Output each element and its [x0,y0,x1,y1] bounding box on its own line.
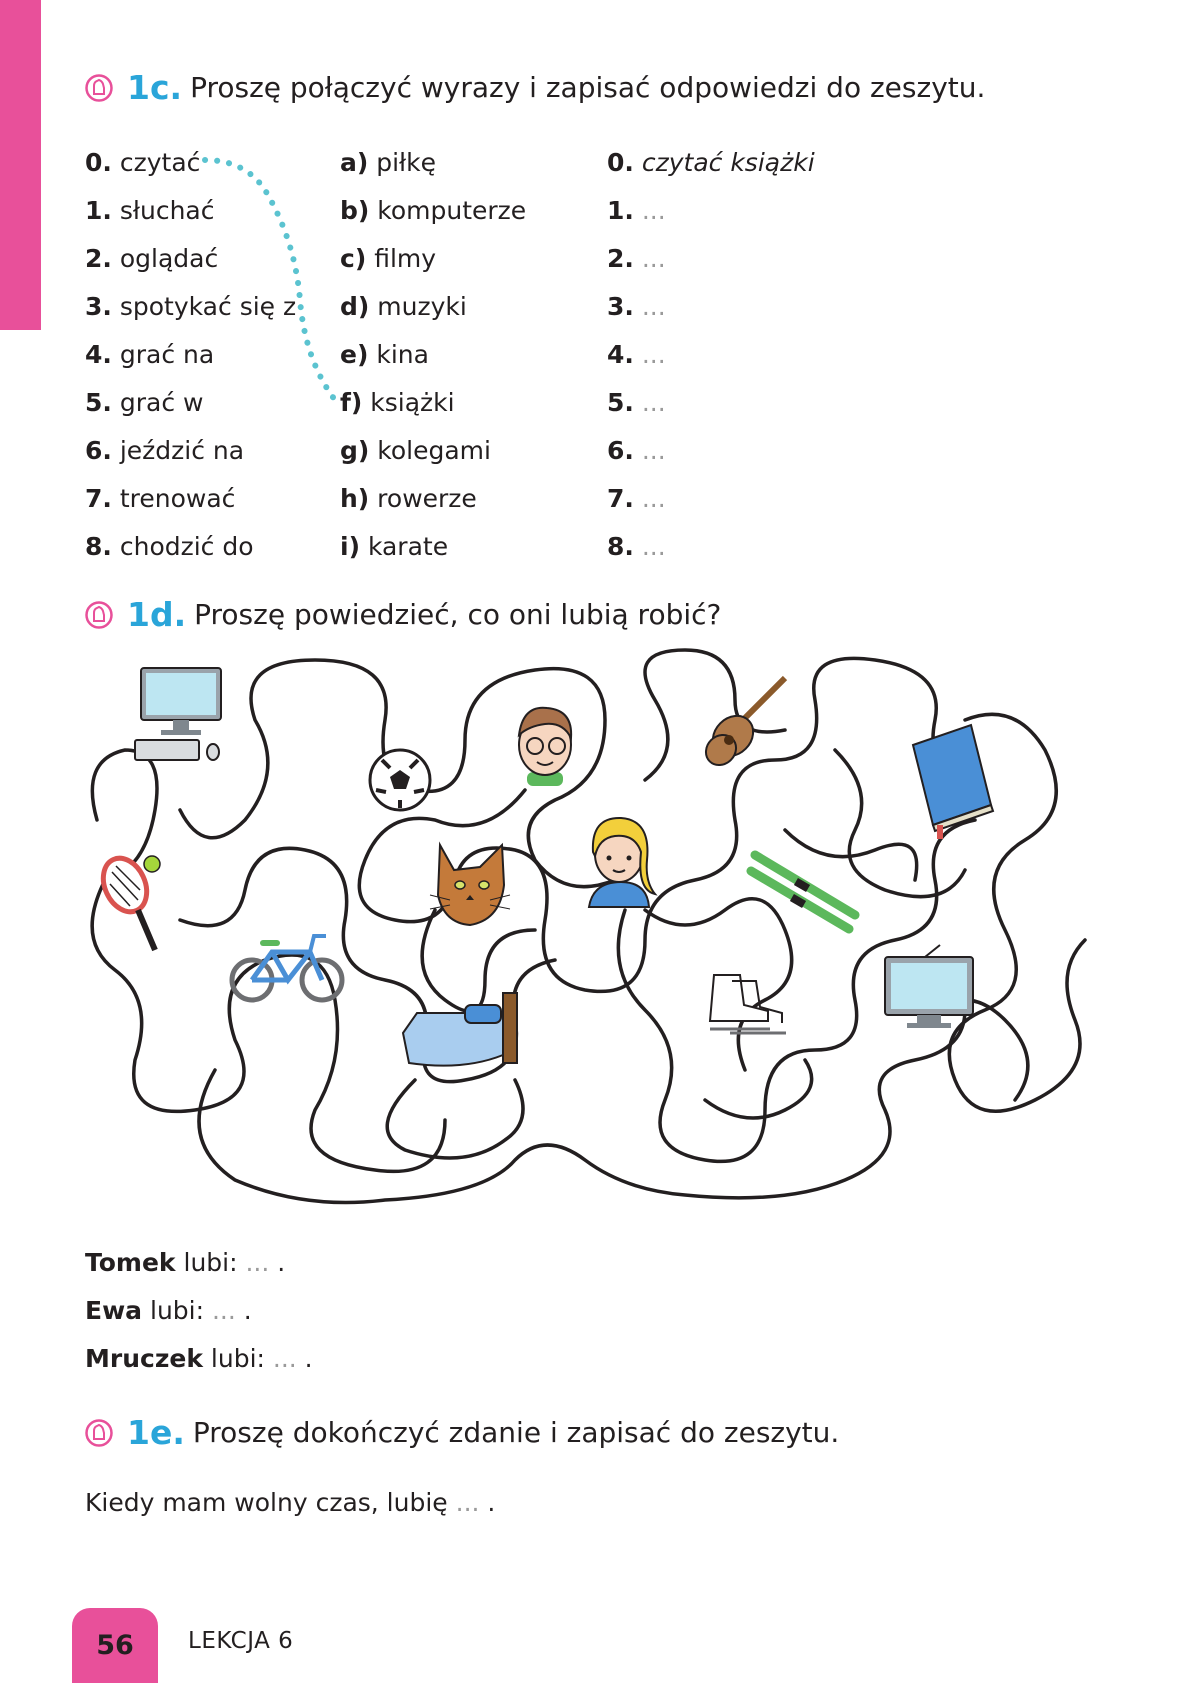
free-time-sentence: Kiedy mam wolny czas, lubię ... . [85,1488,496,1517]
verb-item: 3. spotykać się z [85,292,297,321]
verb-item: 2. oglądać [85,244,219,273]
verb-item: 4. grać na [85,340,215,369]
tv-icon [885,945,973,1028]
page-number: 56 [72,1608,158,1683]
noun-item: c) filmy [340,244,437,273]
answer-item: 6. ... [607,436,666,465]
sentence-ewa: Ewa lubi: ... . [85,1296,252,1325]
noun-item: a) piłkę [340,148,437,177]
guitar-icon [700,678,785,771]
verb-item: 6. jeździć na [85,436,245,465]
lesson-label: LEKCJA 6 [188,1628,294,1654]
sentence-mruczek: Mruczek lubi: ... . [85,1344,313,1373]
maze-paths [92,650,1085,1203]
example-connector-line [195,150,345,410]
exercise-instruction: Proszę powiedzieć, co oni lubią robić? [194,598,722,631]
noun-item: d) muzyki [340,292,467,321]
answer-item: 4. ... [607,340,666,369]
tennis-racket-icon [95,851,160,950]
answer-item: 7. ... [607,484,666,513]
answer-item: 3. ... [607,292,666,321]
boy-tomek-icon [519,708,571,786]
answer-item: 5. ... [607,388,666,417]
verb-item: 5. grać w [85,388,204,417]
football-icon [370,750,430,810]
speaking-hand-icon [85,74,113,102]
exercise-instruction: Proszę dokończyć zdanie i zapisać do zeszytu. [192,1416,840,1449]
page-edge-tab [0,0,41,330]
noun-item: e) kina [340,340,429,369]
exercise-1d-heading [85,595,721,634]
answer-item: 1. ... [607,196,666,225]
noun-item: g) kolegami [340,436,491,465]
girl-ewa-icon [589,818,655,907]
noun-item: i) karate [340,532,449,561]
noun-item: h) rowerze [340,484,477,513]
verb-item: 7. trenować [85,484,236,513]
nouns-column [340,139,526,571]
answer-item: 0. czytać książki [607,148,815,177]
verb-item: 8. chodzić do [85,532,254,561]
sentence-tomek: Tomek lubi: ... . [85,1248,286,1277]
exercise-number: 1c. [127,68,183,107]
noun-item: f) książki [340,388,455,417]
answer-item: 2. ... [607,244,666,273]
answer-item: 8. ... [607,532,666,561]
computer-icon [135,668,221,760]
verb-item: 1. słuchać [85,196,215,225]
answers-column [607,139,815,571]
exercise-instruction: Proszę połączyć wyrazy i zapisać odpowiedzi do zeszytu. [190,71,986,104]
book-icon [913,725,993,839]
verb-item: 0. czytać [85,148,201,177]
speaking-hand-icon [85,1419,113,1447]
skis-icon [751,855,855,929]
noun-item: b) komputerze [340,196,527,225]
exercise-number: 1d. [127,595,187,634]
speaking-hand-icon [85,601,113,629]
exercise-1e-heading [85,1413,839,1452]
maze-illustration [85,640,1100,1220]
ice-skates-icon [710,975,786,1033]
exercise-1c-heading [85,68,985,107]
bed-icon [403,993,517,1066]
exercise-number: 1e. [127,1413,185,1452]
